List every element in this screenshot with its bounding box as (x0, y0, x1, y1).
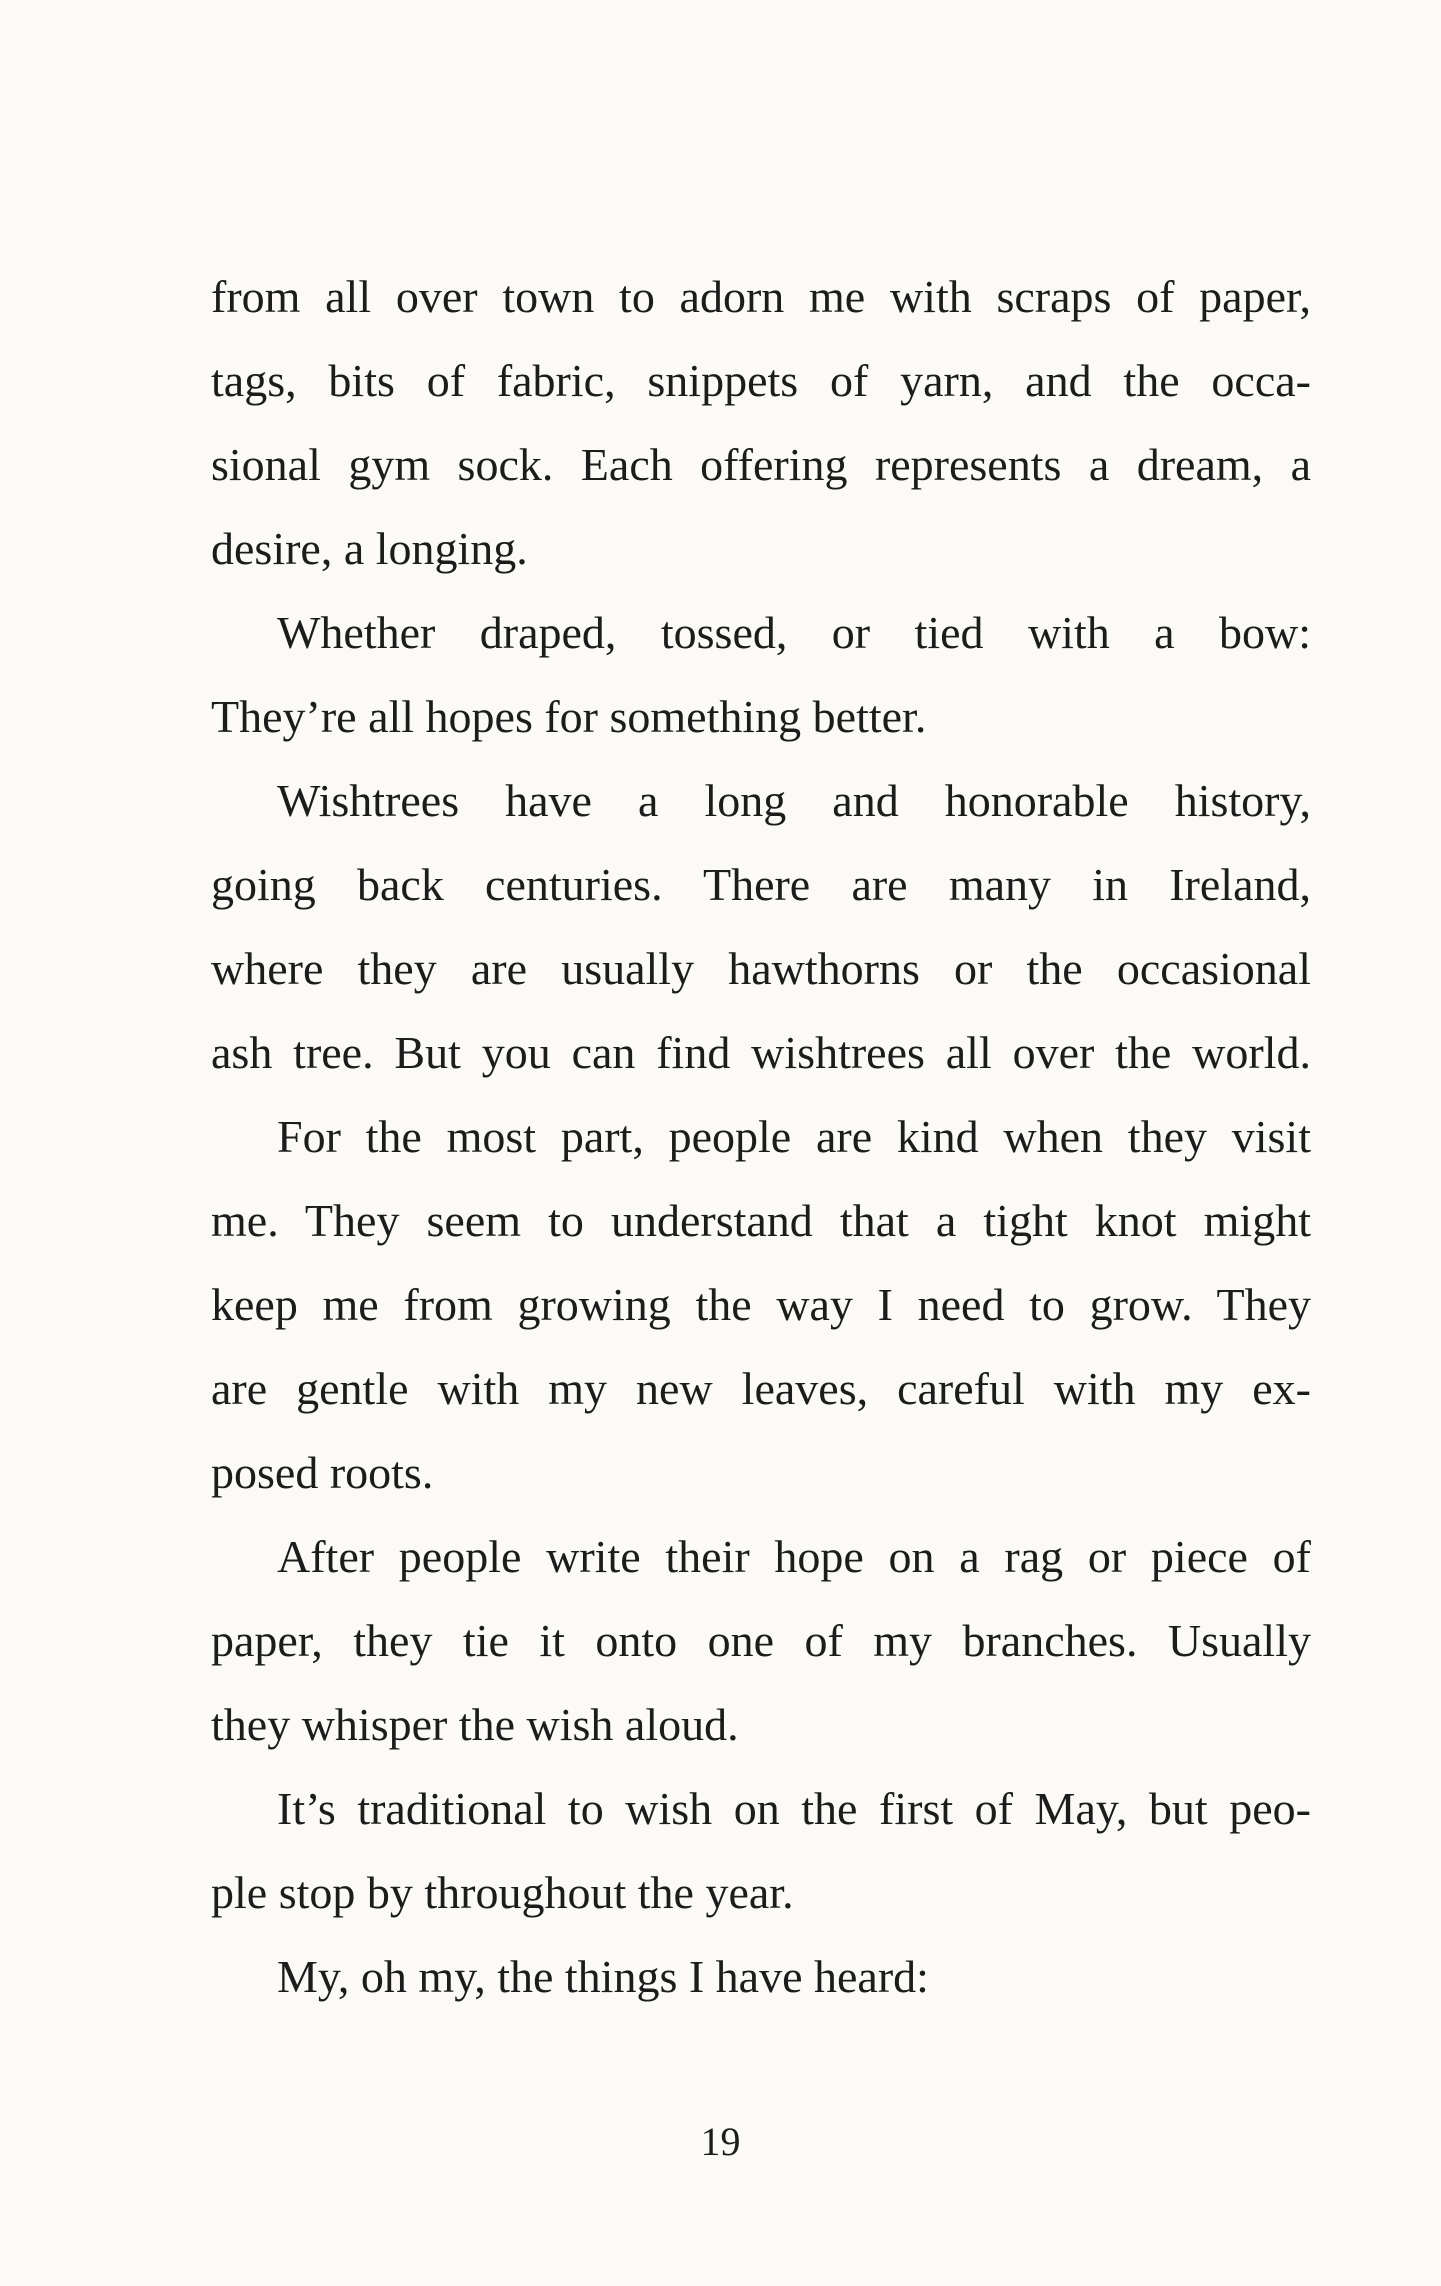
text-line: ple stop by throughout the year. (211, 1867, 794, 1918)
text-line: sional gym sock. Each offering represents a dream, a (211, 439, 1311, 490)
page-number: 19 (700, 2119, 741, 2164)
text-line: where they are usually hawthorns or the occasional (211, 943, 1311, 994)
text-line: are gentle with my new leaves, careful with my ex- (211, 1363, 1311, 1414)
text-line: After people write their hope on a rag or piece of (277, 1531, 1311, 1582)
text-line: paper, they tie it onto one of my branches. Usually (211, 1615, 1311, 1666)
text-line: going back centuries. There are many in Ireland, (211, 859, 1311, 910)
text-line: Wishtrees have a long and honorable history, (277, 775, 1311, 826)
text-line: me. They seem to understand that a tight knot might (211, 1195, 1311, 1246)
text-line: they whisper the wish aloud. (211, 1699, 739, 1750)
text-line: It’s traditional to wish on the first of May, but peo- (277, 1783, 1311, 1834)
text-line: tags, bits of fabric, snippets of yarn, and the occa- (211, 355, 1311, 406)
text-line: desire, a longing. (211, 523, 528, 574)
text-line: Whether draped, tossed, or tied with a bow: (277, 607, 1311, 658)
text-line: posed roots. (211, 1447, 434, 1498)
text-line: ash tree. But you can find wishtrees all over the world. (211, 1027, 1311, 1078)
text-line: They’re all hopes for something better. (211, 691, 927, 742)
text-line: For the most part, people are kind when they visit (277, 1111, 1311, 1162)
text-line: from all over town to adorn me with scraps of paper, (211, 271, 1311, 322)
text-line: keep me from growing the way I need to grow. They (211, 1279, 1311, 1330)
body-text (211, 255, 1311, 2019)
text-line: My, oh my, the things I have heard: (277, 1951, 929, 2002)
